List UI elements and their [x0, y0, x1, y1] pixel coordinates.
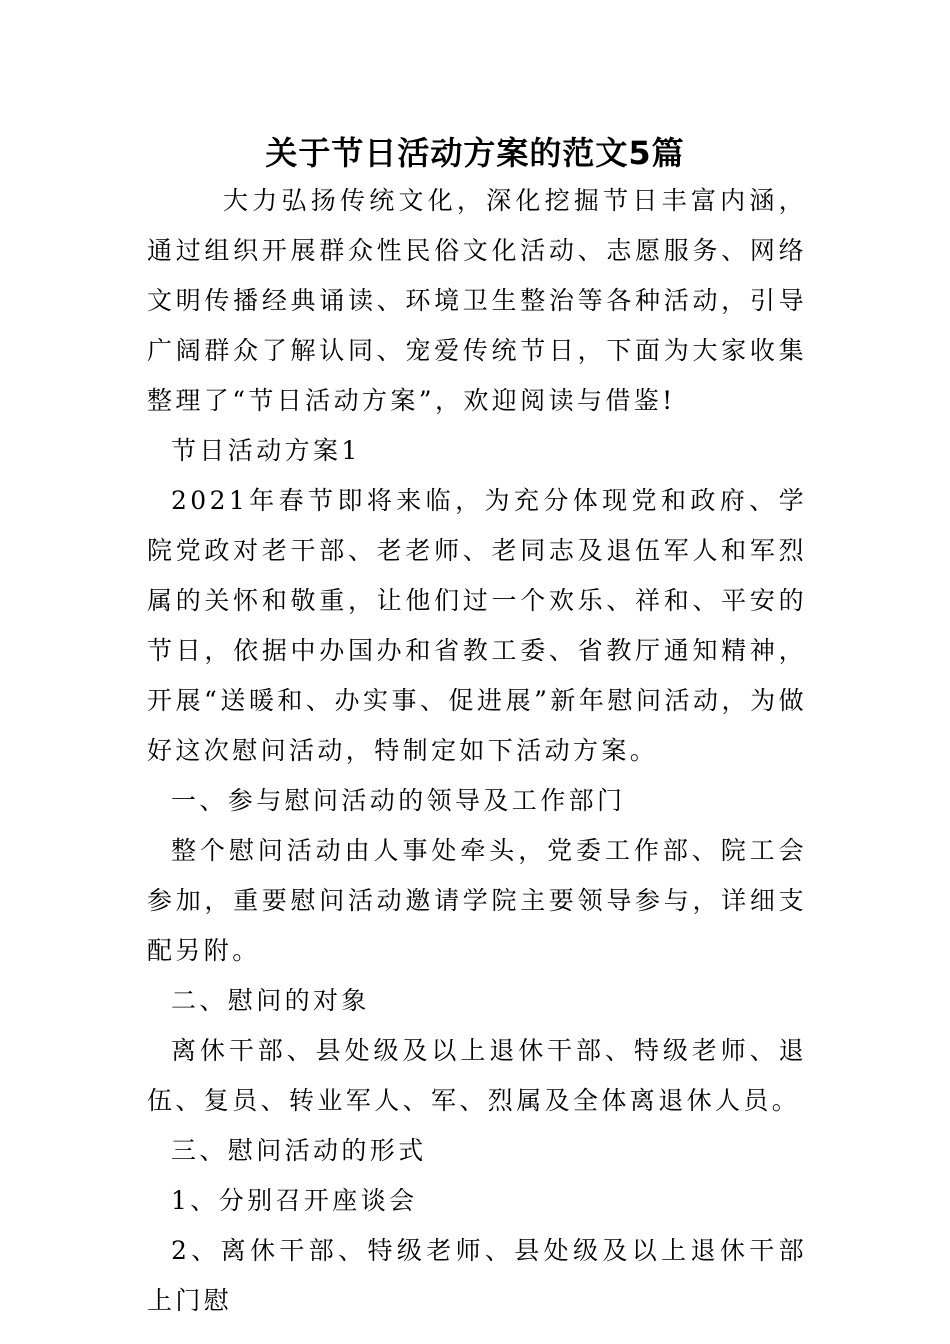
- heading-leaders-departments: 一、参与慰问活动的领导及工作部门: [171, 786, 626, 815]
- forms-item-1: 1、分别召开座谈会: [171, 1186, 418, 1215]
- targets-paragraph: 离休干部、县处级及以上退休干部、特级老师、退伍、复员、转业军人、军、烈属及全体离退休人员。: [147, 1036, 807, 1115]
- forms-item-2: 2、离休干部、特级老师、县处级及以上退休干部上门慰: [147, 1236, 807, 1315]
- leaders-departments-paragraph: 整个慰问活动由人事处牵头，党委工作部、院工会参加，重要慰问活动邀请学院主要领导参与，详细支配另附。: [147, 836, 807, 965]
- intro-paragraph: 大力弘扬传统文化，深化挖掘节日丰富内涵，通过组织开展群众性民俗文化活动、志愿服务、网络文明传播经典诵读、环境卫生整治等各种活动，引导广阔群众了解认同、宠爱传统节日，下面为大家收集整理了“节日活动方案”，欢迎阅读与借鉴!: [147, 186, 807, 415]
- section-heading-plan-1: 节日活动方案1: [171, 436, 361, 465]
- document-title: 关于节日活动方案的范文5篇: [265, 134, 685, 172]
- plan-1-paragraph: 2021年春节即将来临，为充分体现党和政府、学院党政对老干部、老老师、老同志及退伍军人和军烈属的关怀和敬重，让他们过一个欢乐、祥和、平安的节日，依据中办国办和省教工委、省教厅通知精神，开展“送暖和、办实事、促进展”新年慰问活动，为做好这次慰问活动，特制定如下活动方案。: [147, 486, 807, 765]
- document-body: [147, 176, 807, 1326]
- heading-targets: 二、慰问的对象: [171, 986, 370, 1015]
- heading-forms: 三、慰问活动的形式: [171, 1136, 427, 1165]
